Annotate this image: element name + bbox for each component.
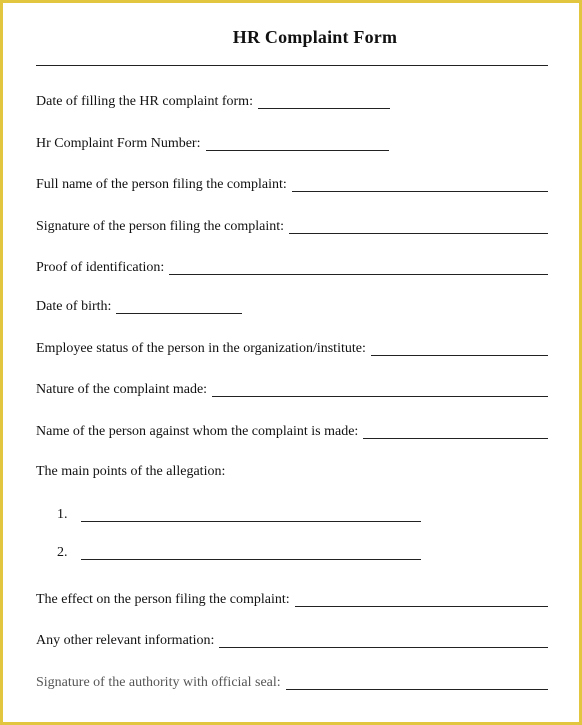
other-info-blank[interactable]	[219, 647, 548, 648]
effect-blank[interactable]	[295, 606, 548, 607]
authority-signature-blank[interactable]	[286, 689, 548, 690]
allegation-item-number: 1.	[57, 507, 68, 522]
title-divider	[36, 65, 548, 66]
signature-blank[interactable]	[289, 233, 548, 234]
main-points-label: The main points of the allegation:	[36, 464, 226, 479]
dob-label: Date of birth:	[36, 299, 112, 314]
allegation-item-1-blank[interactable]	[81, 521, 421, 522]
employee-status-blank[interactable]	[371, 355, 548, 356]
date-filing-field	[36, 94, 390, 110]
date-filing-blank[interactable]	[258, 108, 390, 109]
against-field	[36, 424, 548, 440]
effect-field	[36, 592, 548, 608]
other-info-label: Any other relevant information:	[36, 633, 215, 648]
date-filing-label: Date of filling the HR complaint form:	[36, 94, 253, 109]
full-name-label: Full name of the person filing the complaint:	[36, 177, 287, 192]
other-info-field	[36, 633, 548, 649]
authority-signature-label: Signature of the authority with official seal:	[36, 675, 281, 690]
nature-field	[36, 382, 548, 398]
form-title: HR Complaint Form	[232, 27, 398, 47]
effect-label: The effect on the person filing the complaint:	[36, 592, 290, 607]
form-number-field	[36, 136, 389, 152]
allegation-item-2-blank[interactable]	[81, 559, 421, 560]
proof-id-blank[interactable]	[169, 274, 548, 275]
signature-field	[36, 219, 548, 235]
nature-blank[interactable]	[212, 396, 548, 397]
allegation-item-2	[57, 545, 421, 561]
proof-id-label: Proof of identification:	[36, 260, 165, 275]
allegation-item-1	[57, 507, 421, 523]
dob-blank[interactable]	[116, 313, 242, 314]
full-name-blank[interactable]	[292, 191, 548, 192]
against-blank[interactable]	[363, 438, 548, 439]
form-number-label: Hr Complaint Form Number:	[36, 136, 201, 151]
dob-field	[36, 299, 242, 315]
proof-id-field	[36, 260, 548, 276]
nature-label: Nature of the complaint made:	[36, 382, 208, 397]
employee-status-label: Employee status of the person in the organization/institute:	[36, 341, 366, 356]
full-name-field	[36, 177, 548, 193]
signature-label: Signature of the person filing the complaint:	[36, 219, 285, 234]
employee-status-field	[36, 341, 548, 357]
form-number-blank[interactable]	[206, 150, 389, 151]
allegation-item-number: 2.	[57, 545, 68, 560]
authority-signature-field	[36, 675, 548, 691]
against-label: Name of the person against whom the complaint is made:	[36, 424, 359, 439]
